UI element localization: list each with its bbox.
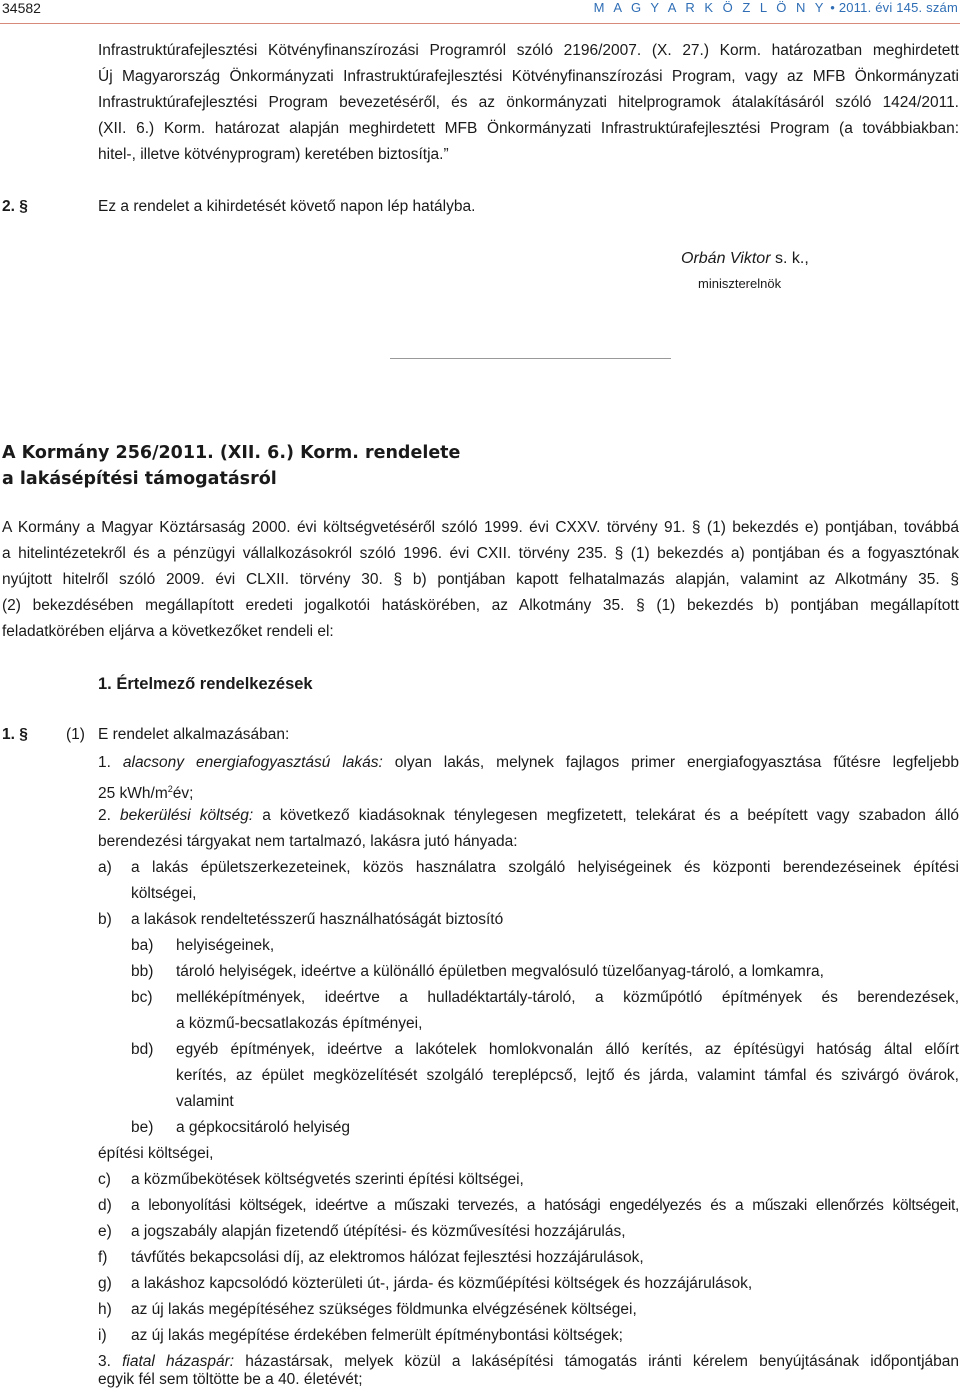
subitem-text: tároló helyiségek, ideértve a különálló épületben megvalósuló tüzelőanyag-tároló, a lomkamra, <box>176 963 824 980</box>
signer-role: miniszterelnök <box>698 276 782 291</box>
preamble-line: A Kormány a Magyar Köztársaság 2000. évi költségvetéséről szóló 1999. évi CXXV. törvény 91. § (1) bekezdés e) pontjában, továbbá <box>2 519 959 536</box>
preamble-line: feladatkörében eljárva a következőket rendeli el: <box>2 623 334 640</box>
subitem-text: melléképítmények, ideértve a hulladéktartály-tároló, a közműpótló építmények és berendezések, <box>176 989 959 1006</box>
item-text: építési költségei, <box>98 1145 214 1162</box>
header-rule <box>0 23 960 24</box>
subsection-text: E rendelet alkalmazásában: <box>98 726 290 743</box>
section-heading: 1. Értelmező rendelkezések <box>98 675 313 693</box>
definition-text: 25 kWh/m <box>98 785 168 803</box>
item-label: a) <box>98 859 112 876</box>
subitem-text: egyéb építmények, ideértve a lakótelek homlokvonalán álló kerítés, az építésügyi hatóság által előírt <box>176 1041 959 1058</box>
item-text: az új lakás megépítéséhez szükséges földmunka elvégzésének költségei, <box>131 1301 637 1318</box>
page-header <box>0 0 960 22</box>
definition-text: házastársak, melyek közül a lakásépítési támogatás iránti kérelem benyújtásának időpontjában <box>245 1353 960 1370</box>
page-number: 34582 <box>2 0 41 16</box>
subitem-text: a közmű-becsatlakozás építményei, <box>176 1015 423 1032</box>
body-line: Infrastruktúrafejlesztési Kötvényfinanszírozási Programról szóló 2196/2007. (X. 27.) Korm. határozatban meghirdetett <box>98 42 959 59</box>
separator-line <box>390 358 671 359</box>
item-label: b) <box>98 911 112 928</box>
definition-line <box>98 750 959 776</box>
issue-number: 2011. évi 145. szám <box>838 0 958 15</box>
item-text: a lakáshoz kapcsolódó közterületi út-, járda- és közműépítési költségek és hozzájárulások, <box>131 1275 753 1292</box>
item-text: költségei, <box>131 885 197 902</box>
publication-name: M A G Y A R K Ö Z L Ö N Y <box>593 0 827 15</box>
bullet-icon: • <box>830 0 835 15</box>
subitem-text: helyiségeinek, <box>176 937 275 954</box>
subitem-label: bb) <box>131 963 154 980</box>
item-label: c) <box>98 1171 111 1188</box>
publication-info <box>594 0 958 15</box>
item-label: g) <box>98 1275 112 1292</box>
definition-line <box>98 803 959 829</box>
definition-number: 2. <box>98 807 111 824</box>
subitem-text: valamint <box>176 1093 234 1110</box>
signer-name: Orbán Viktor <box>681 250 771 267</box>
subsection-number: (1) <box>66 726 85 743</box>
definition-term: alacsony energiafogyasztású lakás: <box>122 754 383 771</box>
definition-number: 3. <box>98 1353 111 1370</box>
preamble-line: nyújtott hitelről szóló 2009. évi CLXII. törvény 30. § b) pontjában kapott felhatalmazás alapján, valamint az Alkotmány 35. § <box>2 571 959 588</box>
item-text: a lebonyolítási költségek, ideértve a műszaki tervezés, a hatósági engedélyezés és a műszaki ellenőrzés költségeit, <box>131 1197 959 1214</box>
body-line: hitel-, illetve kötvényprogram) keretében biztosítja.” <box>98 146 449 163</box>
item-label: h) <box>98 1301 112 1318</box>
definition-term: fiatal házaspár: <box>122 1353 235 1370</box>
subitem-text: a gépkocsitároló helyiség <box>176 1119 351 1136</box>
definition-line: egyik fél sem töltötte be a 40. életévét; <box>98 1371 363 1388</box>
body-line: Infrastruktúrafejlesztési Program bevezetéséről, és az önkormányzati hitelprogramok átalakításáról szóló 1424/2011. <box>98 94 959 111</box>
decree-subtitle: a lakásépítési támogatásról <box>2 469 277 489</box>
subitem-label: bc) <box>131 989 153 1006</box>
body-line: Új Magyarország Önkormányzati Infrastruktúrafejlesztési Kötvényfinanszírozási Program, vagy az MFB Önkormányzati <box>98 68 959 85</box>
preamble-line: (2) bekezdésében megállapított eredeti jogalkotói hatáskörében, az Alkotmány 35. § (1) bekezdés b) pontjában megállapított <box>2 597 959 614</box>
paragraph-number: 1. § <box>2 726 28 743</box>
definition-text: a következő kiadásoknak ténylegesen megfizetett, telekárat és a beépített vagy szabadon álló <box>262 807 960 824</box>
item-text: a lakás épületszerkezeteinek, közös használatra szolgáló helyiségeinek és központi berendezéseinek építési <box>131 859 959 876</box>
paragraph-text: Ez a rendelet a kihirdetését követő napon lép hatályba. <box>98 198 476 215</box>
item-text: az új lakás megépítése érdekében felmerült építménybontási költségek; <box>131 1327 623 1344</box>
definition-line: berendezési tárgyakat nem tartalmazó, lakásra jutó hányada: <box>98 833 518 850</box>
superscript: 2 <box>167 784 173 794</box>
signature <box>681 250 809 268</box>
item-text: a lakások rendeltetésszerű használhatóságát biztosító <box>131 911 504 928</box>
definition-number: 1. <box>98 754 111 771</box>
definition-term: bekerülési költség: <box>120 807 254 824</box>
item-text: a jogszabály alapján fizetendő útépítési- és közművesítési hozzájárulás, <box>131 1223 626 1240</box>
item-label: d) <box>98 1197 112 1214</box>
subitem-text: kerítés, az épület megközelítését szolgáló tereplépcső, lejtő és járda, valamint támfal és szivárgó övárok, <box>176 1067 959 1084</box>
subitem-label: bd) <box>131 1041 154 1058</box>
item-text: távfűtés bekapcsolási díj, az elektromos hálózat fejlesztési hozzájárulások, <box>131 1249 644 1266</box>
preamble-line: a hitelintézetekről és a pénzügyi vállalkozásokról szóló 1996. évi CXII. törvény 235. § (1) bekezdés a) pontjában és a fogyasztónak <box>2 545 959 562</box>
item-text: a közműbekötések költségvetés szerinti építési költségei, <box>131 1171 524 1188</box>
definition-text: év; <box>172 785 194 803</box>
item-label: e) <box>98 1223 112 1240</box>
paragraph-number: 2. § <box>2 198 28 215</box>
item-label: i) <box>98 1327 107 1344</box>
subitem-label: ba) <box>131 937 154 954</box>
decree-title: A Kormány 256/2011. (XII. 6.) Korm. rendelete <box>2 443 461 463</box>
definition-text: olyan lakás, melynek fajlagos primer energiafogyasztása fűtésre legfeljebb <box>394 754 960 771</box>
body-line: (XII. 6.) Korm. határozat alapján meghirdetett MFB Önkormányzati Infrastruktúrafejlesztési Program (a továbbiakban: <box>98 120 959 137</box>
signer-suffix: s. k., <box>770 250 809 267</box>
subitem-label: be) <box>131 1119 154 1136</box>
item-label: f) <box>98 1249 108 1266</box>
